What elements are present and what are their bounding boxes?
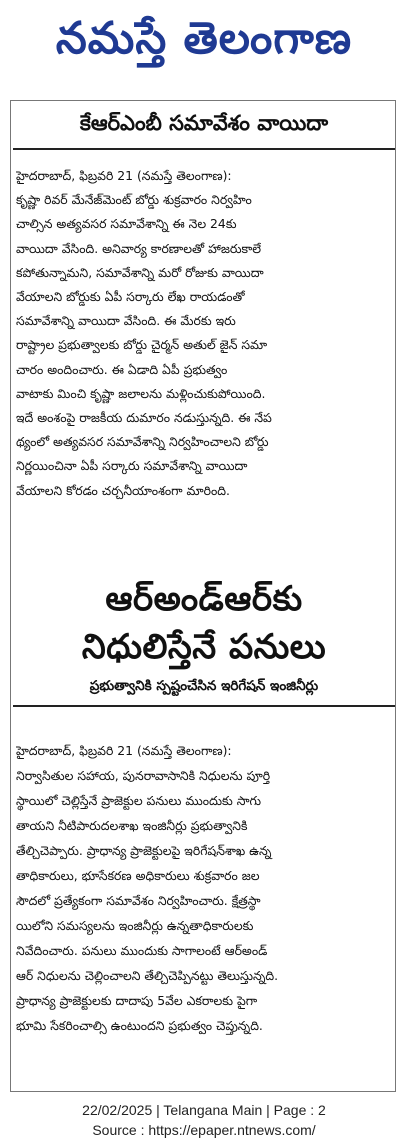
article2-line: సౌదలో ప్రత్యేకంగా సమావేశం నిర్వహించారు. క్షేత్రస్థా [16, 893, 261, 908]
article1-line: కపోతున్నామని, సమావేశాన్ని మరో రోజుకు వాయిదా [16, 264, 264, 280]
article1-body [13, 164, 395, 503]
article2-line: యిలోని సమస్యలను ఇంజినీర్లు ఉన్నతాధికారులకు [16, 918, 254, 933]
article2-line: ఆర్ నిధులను చెల్లించాలని తేల్చిచెప్పినట్టు తెలుస్తున్నది. [16, 968, 279, 983]
article-krmb-meeting [13, 104, 395, 503]
article2-line: హైదరాబాద్, ఫిబ్రవరి 21 (నమస్తే తెలంగాణ): [16, 743, 232, 758]
masthead [0, 0, 408, 88]
article2-body [13, 738, 395, 1038]
article2-headline [13, 575, 395, 671]
article1-line: వేయాలని బోర్డుకు ఏపీ సర్కారు లేఖ రాయడంతో [16, 289, 245, 305]
article2-line: భూమి సేకరించాల్సి ఉంటుందని ప్రభుత్వం చెప్తున్నది. [16, 1018, 263, 1033]
article2-line: ప్రాధాన్య ప్రాజెక్టులకు దాదాపు 5వేల ఎకరాలకు పైగా [16, 993, 258, 1008]
article1-line: హైదరాబాద్, ఫిబ్రవరి 21 (నమస్తే తెలంగాణ): [16, 168, 232, 183]
article1-line: చారం అందించారు. ఈ ఏడాది ఏపీ ప్రభుత్వం [16, 361, 228, 377]
article1-line: రాష్ట్రాల ప్రభుత్వాలకు బోర్డు చైర్మన్ అతుల్ జైన్ సమా [16, 337, 268, 353]
article2-line: తాయని నీటిపారుదలశాఖ ఇంజినీర్లు ప్రభుత్వానికి [16, 818, 248, 833]
article1-line: నిర్ణయించినా ఏపీ సర్కారు సమావేశాన్ని వాయిదా [16, 458, 248, 474]
article2-line: స్థాయిలో చెల్లిస్తేనే ప్రాజెక్టుల పనులు ముందుకు సాగు [16, 793, 262, 808]
article2-line: నివేదించారు. పనులు ముందుకు సాగాలంటే ఆర్అండ్ [16, 943, 268, 958]
article2-subheadline: ప్రభుత్వానికి స్పష్టంచేసిన ఇరిగేషన్ ఇంజినీర్లు [13, 678, 395, 707]
article2-headline-line1: ఆర్అండ్ఆర్‌కు [105, 579, 303, 619]
footer-date-page: 22/02/2025 | Telangana Main | Page : 2 [82, 1102, 326, 1118]
article1-headline: కేఆర్ఎంబీ సమావేశం వాయిదా [13, 104, 395, 150]
article2-headline-line2: నిధులిస్తేనే పనులు [81, 627, 327, 667]
article2-line: నిర్వాసితుల సహాయ, పునరావాసానికి నిధులను పూర్తి [16, 768, 271, 783]
article1-line: సమావేశాన్ని వాయిదా వేసింది. ఈ మేరకు ఇరు [16, 313, 236, 329]
article2-line: తేల్చిచెప్పారు. ప్రాధాన్య ప్రాజెక్టులపై ఇరిగేషన్‌శాఖ ఉన్న [16, 843, 272, 858]
footer-source-link[interactable]: Source : https://epaper.ntnews.com/ [92, 1122, 316, 1138]
article1-line: చాల్సిన అత్యవసర సమావేశాన్ని ఈ నెల 24కు [16, 216, 237, 232]
article2-line: తాధికారులు, భూసేకరణ అధికారులు శుక్రవారం జల [16, 868, 260, 883]
article-rr-funds [13, 724, 395, 1038]
article1-line: వాయిదా వేసింది. అనివార్య కారణాలతో హాజరుకాలే [16, 240, 262, 256]
article1-line: వాటాకు మించి కృష్ణా జలాలను మళ్లించుకుపోయింది. [16, 385, 266, 401]
article1-line: థ్యంలో అత్యవసర సమావేశాన్ని నిర్వహించాలని బోర్డు [16, 434, 269, 450]
masthead-title: నమస్తే తెలంగాణ [55, 13, 353, 64]
article1-line: వేయాలని కోరడం చర్చనీయాంశంగా మారింది. [16, 482, 230, 498]
article1-line: ఇదే అంశంపై రాజకీయ దుమారం నడుస్తున్నది. ఈ నేప [16, 410, 272, 426]
article1-line: కృష్ణా రివర్ మేనేజ్‌మెంట్ బోర్డు శుక్రవారం నిర్వహిం [16, 192, 252, 208]
source-footer [0, 1100, 408, 1140]
